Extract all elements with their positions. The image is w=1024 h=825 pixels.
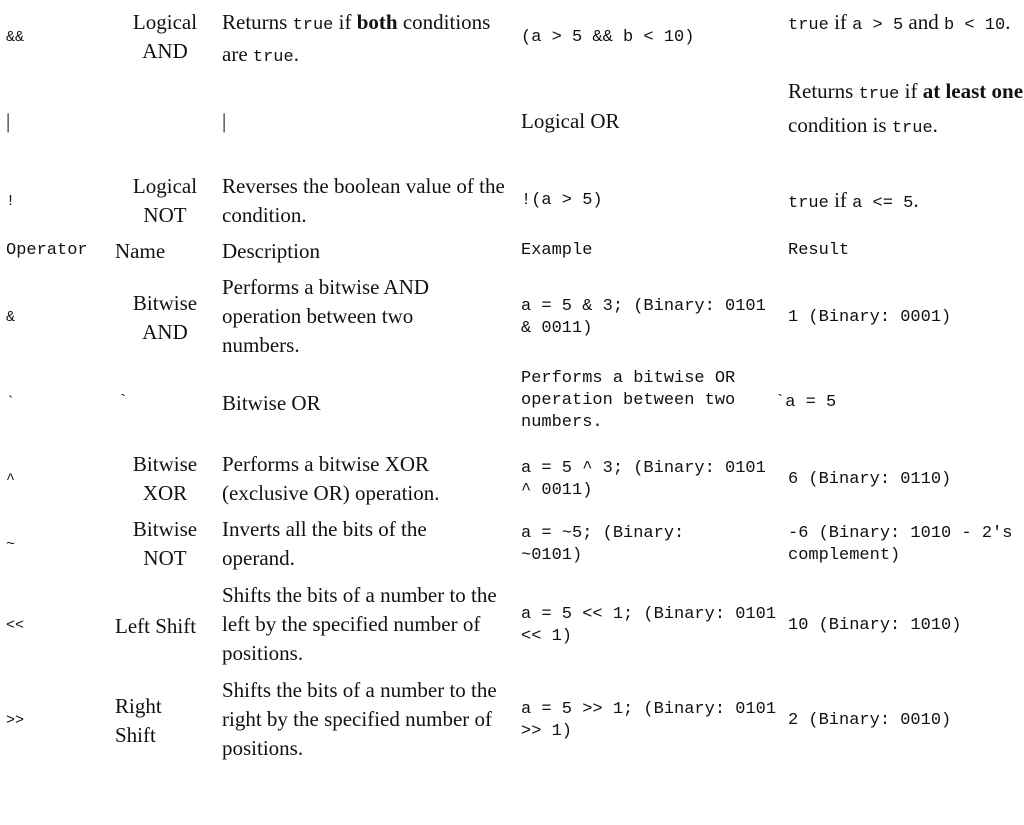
result-cell: 6 (Binary: 0110) (788, 470, 952, 489)
name-cell: Right Shift (115, 694, 162, 747)
description-cell: Bitwise OR (222, 390, 321, 415)
description-cell: Logical OR (521, 108, 620, 133)
operator-cell: ` (6, 394, 16, 411)
operator-cell: & (6, 309, 16, 326)
result-cell: -6 (Binary: 1010 - 2's complement) (788, 524, 1013, 565)
operator-cell: | (6, 108, 11, 133)
example-cell: !(a > 5) (521, 191, 603, 210)
description-cell: Performs a bitwise AND operation between two numbers. (222, 275, 430, 357)
operator-cell: && (6, 29, 25, 46)
column-header-operator: Operator (6, 241, 88, 260)
operator-cell: >> (6, 712, 25, 729)
result-cell: `a = 5 (775, 393, 837, 412)
table-row (0, 515, 1024, 575)
table-row (0, 172, 1024, 232)
result-cell: 2 (Binary: 0010) (788, 711, 952, 730)
description-cell: Inverts all the bits of the operand. (222, 517, 427, 570)
table-header-row (0, 237, 1024, 267)
name-cell: ` (118, 393, 129, 412)
name-cell: Bitwise NOT (132, 517, 198, 570)
example-cell: a = 5 << 1; (Binary: 0101 << 1) (521, 605, 777, 646)
example-cell: Performs a bitwise OR operation between two numbers. (521, 369, 736, 432)
description-cell: Performs a bitwise XOR (exclusive OR) operation. (222, 452, 440, 505)
column-header-example: Example (521, 241, 593, 260)
operator-cell: ~ (6, 536, 16, 553)
table-row (0, 581, 1024, 671)
name-cell: Bitwise XOR (132, 452, 198, 505)
name-cell: Bitwise AND (132, 291, 198, 344)
example-cell: (a > 5 && b < 10) (521, 28, 695, 47)
result-cell: 1 (Binary: 0001) (788, 308, 952, 327)
table-row (0, 368, 1024, 438)
operator-cell: ^ (6, 471, 16, 488)
name-cell: | (222, 108, 227, 133)
description-cell: Returns true if both conditions are true. (222, 10, 491, 67)
example-cell: Returns true if at least one condition is true. (788, 79, 1024, 138)
column-header-result: Result (788, 241, 850, 260)
table-row (0, 76, 1024, 166)
column-header-description: Description (222, 239, 320, 263)
column-header-name: Name (115, 239, 166, 263)
operator-cell: << (6, 617, 25, 634)
table-row (0, 273, 1024, 363)
operator-cell: ! (6, 193, 16, 210)
example-cell: a = 5 >> 1; (Binary: 0101 >> 1) (521, 700, 777, 741)
name-cell: Left Shift (115, 613, 197, 638)
example-cell: a = 5 ^ 3; (Binary: 0101 ^ 0011) (521, 459, 766, 500)
name-cell: Logical AND (132, 10, 198, 63)
table-row (0, 676, 1024, 766)
description-cell: Reverses the boolean value of the condition. (222, 174, 505, 227)
example-cell: a = 5 & 3; (Binary: 0101 & 0011) (521, 297, 766, 338)
table-row (0, 8, 1024, 68)
example-cell: a = ~5; (Binary: ~0101) (521, 524, 685, 565)
result-cell: true if a <= 5. (788, 188, 919, 213)
result-cell: true if a > 5 and b < 10. (788, 10, 1011, 35)
description-cell: Shifts the bits of a number to the right by the specified number of positions. (222, 678, 497, 760)
table-row (0, 450, 1024, 510)
result-cell: 10 (Binary: 1010) (788, 616, 962, 635)
description-cell: Shifts the bits of a number to the left by the specified number of positions. (222, 583, 497, 665)
name-cell: Logical NOT (132, 174, 198, 227)
